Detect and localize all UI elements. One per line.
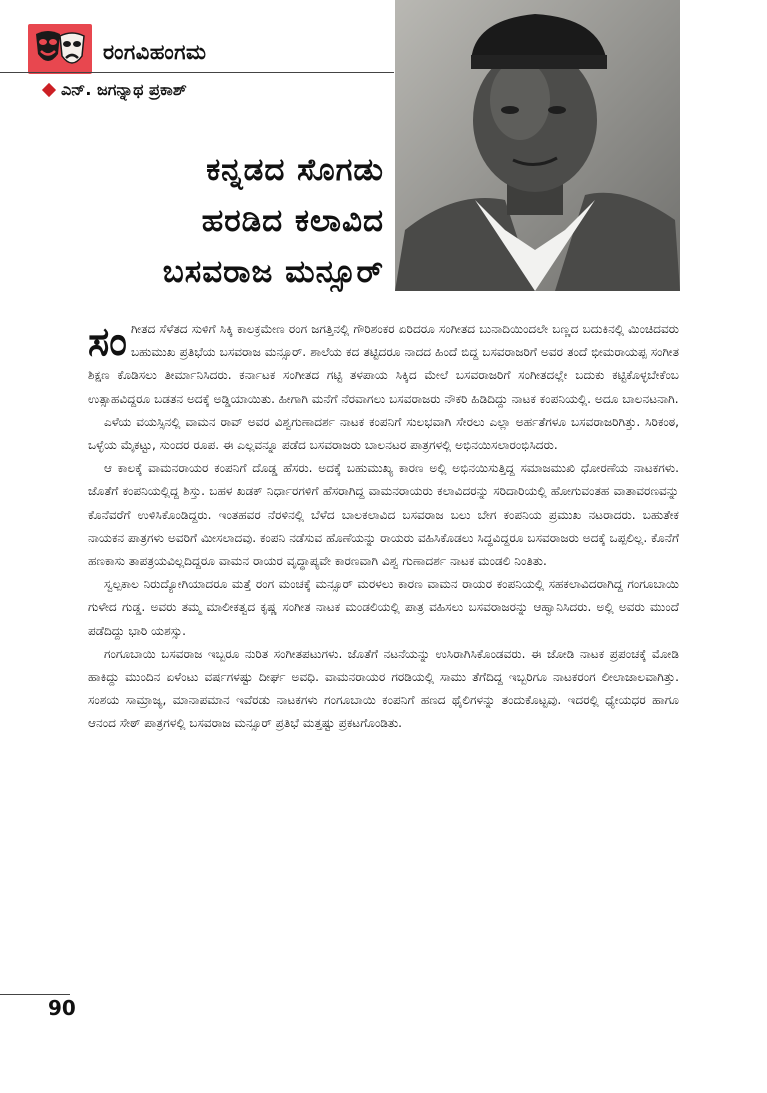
paragraph-text: ಗೀತದ ಸೆಳೆತದ ಸುಳಿಗೆ ಸಿಕ್ಕಿ ಕಾಲಕ್ರಮೇಣ ರಂಗ ಜಗತ್ತಿನಲ್ಲಿ ಗೌರಿಶಂಕರ ಏರಿದರೂ ಸಂಗೀತದ ಬುನಾದಿಯಿಂದಲೇ ಬಣ್ಣದ ಬದುಕಿನಲ್ಲಿ ಮಿಂಚಿದವರು ಬಹುಮುಖ ಪ್ರತಿಭೆಯ ಬಸವರಾಜ ಮನ್ಸೂರ್‌. ಶಾಲೆಯ ಕದ ತಟ್ಟಿದರೂ ನಾದದ ಹಿಂದೆ ಬಿದ್ದ ಬಸವರಾಜರಿಗೆ ಅವರ ತಂದೆ ಭೀಮರಾಯಪ್ಪ ಸಂಗೀತ ಶಿಕ್ಷಣ ಕೊಡಿಸಲು ತೀರ್ಮಾನಿಸಿದರು. ಕರ್ನಾಟಕ ಸಂಗೀತದ ಗಟ್ಟಿ ತಳಪಾಯ ಸಿಕ್ಕಿದ ಮೇಲೆ ಬಸವರಾಜರಿಗೆ ಸಂಗೀತದಲ್ಲೇ ಬದುಕು ಕಟ್ಟಿಕೊಳ್ಳಬೇಕೆಂಬ ಉತ್ಸಾಹವಿದ್ದರೂ ಬಡತನ ಅದಕ್ಕೆ ಅಡ್ಡಿಯಾಯಿತು. ಹೀಗಾಗಿ ಮನೆಗೆ ನೆರವಾಗಲು ಬಸವರಾಜರು ನೌಕರಿ ಹಿಡಿದಿದ್ದು ನಾಟಕ ಕಂಪನಿಯಲ್ಲಿ. ಅದೂ ಬಾಲನಟನಾಗಿ. bbox=[88, 322, 679, 406]
paragraph bbox=[88, 318, 679, 411]
headline-line-1: ಕನ್ನಡದ ಸೊಗಡು bbox=[206, 152, 384, 188]
page-number: 90 bbox=[48, 996, 76, 1020]
theatre-masks-icon bbox=[28, 24, 92, 74]
diamond-bullet-icon bbox=[42, 83, 56, 97]
footer-divider bbox=[0, 994, 70, 995]
author-name: ಎನ್‌. ಜಗನ್ನಾಥ ಪ್ರಕಾಶ್‌ bbox=[61, 80, 187, 99]
paragraph: ಗಂಗೂಬಾಯಿ ಬಸವರಾಜ ಇಬ್ಬರೂ ನುರಿತ ಸಂಗೀತಪಟುಗಳು. ಜೊತೆಗೆ ನಟನೆಯನ್ನು ಉಸಿರಾಗಿಸಿಕೊಂಡವರು. ಈ ಜೋಡಿ ನಾಟಕ ಪ್ರಪಂಚಕ್ಕೆ ಮೋಡಿ ಹಾಕಿದ್ದು ಮುಂದಿನ ಏಳೆಂಟು ವರ್ಷಗಳಷ್ಟು ದೀರ್ಘ ಅವಧಿ. ವಾಮನರಾಯರ ಗರಡಿಯಲ್ಲಿ ಸಾಮು ತೆಗೆದಿದ್ದ ಇಬ್ಬರಿಗೂ ನಾಟಕರಂಗ ಲೀಲಾಜಾಲವಾಗಿತ್ತು. ಸಂಶಯ ಸಾಮ್ರಾಜ್ಯ, ಮಾನಾಪಮಾನ ಇವೆರಡು ನಾಟಕಗಳು ಗಂಗೂಬಾಯಿ ಕಂಪನಿಗೆ ಹಣದ ಥೈಲಿಗಳನ್ನು ತಂದುಕೊಟ್ಟವು. ಇದರಲ್ಲಿ ಧ್ಯೇಯಧರ ಹಾಗೂ ಆನಂದ ಸೇಠ್‌ ಪಾತ್ರಗಳಲ್ಲಿ ಬಸವರಾಜ ಮನ್ಸೂರ್‌ ಪ್ರತಿಭೆ ಮತ್ತಷ್ಟು ಪ್ರಕಟಗೊಂಡಿತು. bbox=[88, 646, 679, 731]
section-title: ರಂಗವಿಹಂಗಮ bbox=[103, 40, 207, 64]
headline-line-3: ಬಸವರಾಜ ಮನ್ಸೂರ್ bbox=[162, 254, 384, 290]
paragraph: ಎಳೆಯ ವಯಸ್ಸಿನಲ್ಲಿ ವಾಮನ ರಾವ್‌ ಅವರ ವಿಶ್ವಗುಣಾದರ್ಶ ನಾಟಕ ಕಂಪನಿಗೆ ಸುಲಭವಾಗಿ ಸೇರಲು ಎಲ್ಲಾ ಅರ್ಹತೆಗಳೂ ಬಸವರಾಜರಿಗಿತ್ತು. ಸಿರಿಕಂಠ, ಒಳ್ಳೆಯ ಮೈಕಟ್ಟು, ಸುಂದರ ರೂಪ. ಈ ಎಲ್ಲವನ್ನೂ ಪಡೆದ ಬಸವರಾಜರು ಬಾಲನಟರ ಪಾತ್ರಗಳಲ್ಲಿ ಅಭಿನಯಿಸಲಾರಂಭಿಸಿದರು. bbox=[88, 414, 679, 453]
headline bbox=[84, 145, 384, 298]
portrait-photo bbox=[395, 0, 680, 291]
drop-cap: ಸಂ bbox=[88, 319, 127, 365]
headline-line-2: ಹರಡಿದ ಕಲಾವಿದ bbox=[201, 203, 384, 239]
article-body bbox=[88, 318, 679, 736]
paragraph: ಆ ಕಾಲಕ್ಕೆ ವಾಮನರಾಯರ ಕಂಪನಿಗೆ ದೊಡ್ಡ ಹೆಸರು. ಅದಕ್ಕೆ ಬಹುಮುಖ್ಯ ಕಾರಣ ಅಲ್ಲಿ ಅಭಿನಯಿಸುತ್ತಿದ್ದ ಸಮಾಜಮುಖಿ ಧೋರಣೆಯ ನಾಟಕಗಳು. ಜೊತೆಗೆ ಕಂಪನಿಯಲ್ಲಿದ್ದ ಶಿಸ್ತು. ಬಹಳ ಖಡಕ್‌ ನಿರ್ಧಾರಗಳಿಗೆ ಹೆಸರಾಗಿದ್ದ ವಾಮನರಾಯರು ಕಲಾವಿದರನ್ನು ಸರಿದಾರಿಯಲ್ಲಿ ಹೋಗುವಂತಹ ವಾತಾವರಣವನ್ನು ಕೊನೆವರೆಗೆ ಉಳಿಸಿಕೊಂಡಿದ್ದರು. ಇಂತಹವರ ನೆರಳಿನಲ್ಲಿ ಬೆಳೆದ ಬಾಲಕಲಾವಿದ ಬಸವರಾಜ ಬಲು ಬೇಗ ಕಂಪನಿಯ ಪ್ರಮುಖ ನಟರಾದರು. ಬಹುತೇಕ ನಾಯಕನ ಪಾತ್ರಗಳು ಅವರಿಗೆ ಮೀಸಲಾದವು. ಕಂಪನಿ ನಡೆಸುವ ಹೊಣೆಯನ್ನು ರಾಯರು ವಹಿಸಿಕೊಡಲು ಸಿದ್ಧವಿದ್ದರೂ ಬಸವರಾಜರು ಅದಕ್ಕೆ ಒಪ್ಪಲಿಲ್ಲ. ಕೊನೆಗೆ ಹಣಕಾಸು ತಾಪತ್ರಯವಿಲ್ಲದಿದ್ದರೂ ವಾಮನ ರಾಯರ ವೃದ್ಧಾಪ್ಯವೇ ಕಾರಣವಾಗಿ ವಿಶ್ವ ಗುಣಾದರ್ಶ ನಾಟಕ ಮಂಡಲಿ ನಿಂತಿತು. bbox=[88, 461, 679, 569]
header-divider bbox=[0, 72, 394, 73]
paragraph: ಸ್ವಲ್ಪಕಾಲ ನಿರುದ್ಯೋಗಿಯಾದರೂ ಮತ್ತೆ ರಂಗ ಮಂಚಕ್ಕೆ ಮನ್ಸೂರ್‌ ಮರಳಲು ಕಾರಣ ವಾಮನ ರಾಯರ ಕಂಪನಿಯಲ್ಲಿ ಸಹಕಲಾವಿದರಾಗಿದ್ದ ಗಂಗೂಬಾಯಿ ಗುಳೇದ ಗುಡ್ಡ. ಅವರು ತಮ್ಮ ಮಾಲೀಕತ್ವದ ಕೃಷ್ಣ ಸಂಗೀತ ನಾಟಕ ಮಂಡಲಿಯಲ್ಲಿ ಪಾತ್ರ ವಹಿಸಲು ಬಸವರಾಜರನ್ನು ಆಹ್ವಾನಿಸಿದರು. ಅಲ್ಲಿ ಅವರು ಮುಂದೆ ಪಡೆದಿದ್ದು ಭಾರಿ ಯಶಸ್ಸು. bbox=[88, 577, 679, 638]
